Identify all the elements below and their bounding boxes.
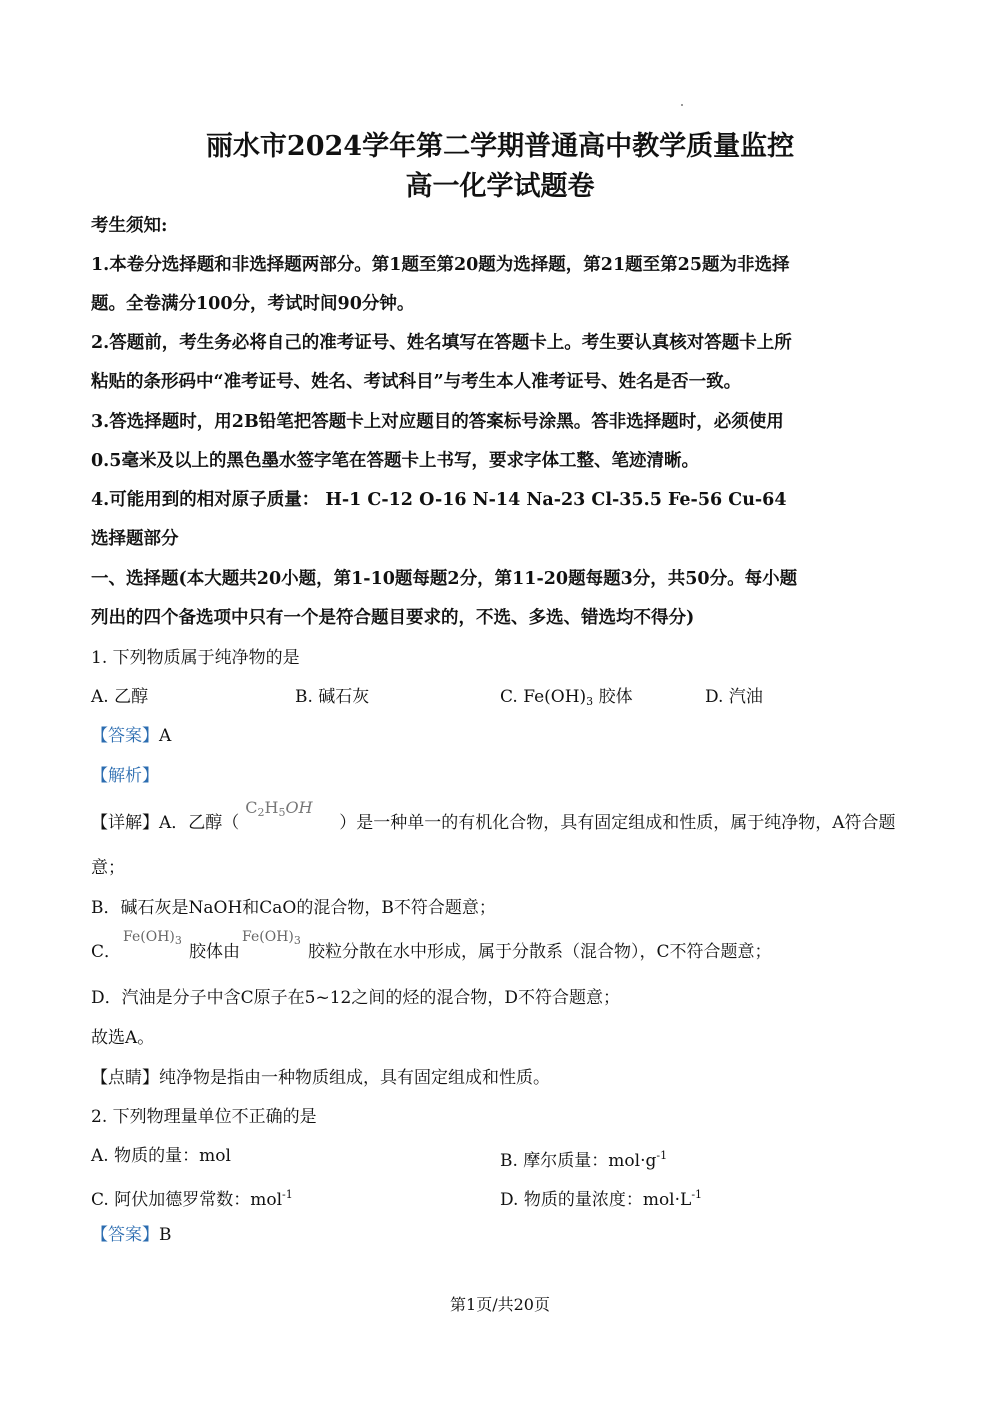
- q2-option-d: D. 物质的量浓度：$mol\cdot L^{-1}$: [500, 1188, 703, 1210]
- q1-analysis: 【解析】: [91, 766, 159, 786]
- exam-title: 丽水市2024学年第二学期普通高中教学质量监控: [205, 131, 795, 162]
- section-part: 选择题部分: [91, 529, 179, 549]
- q1-detail-a-cont: 意；: [91, 858, 125, 878]
- q1-answer: 【答案】A: [91, 726, 172, 746]
- q1-conclusion: 故选A。: [91, 1028, 155, 1048]
- atomic-mass-line: 4.可能用到的相对原子质量： H-1 C-12 O-16 N-14 Na-23 Cl-35.5 Fe-56 Cu-64: [91, 490, 787, 510]
- q2-option-c: C. 阿伏加德罗常数：mol$^{-1}$: [91, 1188, 293, 1210]
- notice-item: 3.答选择题时，用2B铅笔把答题卡上对应题目的答案标号涂黑。答非选择题时，必须使用: [91, 412, 784, 432]
- exam-subtitle: 高一化学试题卷: [405, 171, 595, 202]
- notice-item: 粘贴的条形码中“准考证号、姓名、考试科目”与考生本人准考证号、姓名是否一致。: [91, 372, 742, 392]
- page-footer: 第1页/共20页: [450, 1295, 550, 1314]
- q1-stem: 1. 下列物质属于纯净物的是: [91, 648, 300, 668]
- speck: [681, 104, 683, 106]
- q1-detail-a: 【详解】A．乙醇（ $C_2H_5OH$ ）是一种单一的有机化合物，具有固定组成和性质，属于纯净物，A符合题: [91, 797, 896, 833]
- q1-detail-d: D．汽油是分子中含C原子在5~12之间的烃的混合物，D不符合题意；: [91, 988, 620, 1008]
- q2-option-b: B. 摩尔质量：$mol\cdot g^{-1}$: [500, 1149, 668, 1171]
- notice-item: 0.5毫米及以上的黑色墨水签字笔在答题卡上书写，要求字体工整、笔迹清晰。: [91, 451, 699, 471]
- q1-option-d: D. 汽油: [705, 687, 763, 707]
- q1-point: 【点睛】纯净物是指由一种物质组成，具有固定组成和性质。: [91, 1068, 550, 1088]
- notice-item: 1.本卷分选择题和非选择题两部分。第1题至第20题为选择题，第21题至第25题为非选择: [91, 255, 790, 275]
- section-heading: 一、选择题(本大题共20小题，第1-10题每题2分，第11-20题每题3分，共50分。每小题: [91, 569, 798, 589]
- q1-option-c: C. $Fe(OH)_3$ 胶体: [500, 687, 633, 708]
- q1-detail-c: C． $Fe(OH)_3$ 胶体由 $Fe(OH)_3$ 胶粒分散在水中形成，属于分散系（混合物），C不符合题意；: [91, 928, 772, 962]
- section-heading-cont: 列出的四个备选项中只有一个是符合题目要求的，不选、多选、错选均不得分): [91, 608, 695, 628]
- notice-item: 题。全卷满分100分，考试时间90分钟。: [91, 294, 415, 314]
- q1-option-a: A. 乙醇: [91, 687, 149, 707]
- notice-heading: 考生须知:: [91, 216, 168, 236]
- q1-option-b: B. 碱石灰: [295, 687, 370, 707]
- q2-stem: 2. 下列物理量单位不正确的是: [91, 1107, 317, 1127]
- q1-detail-b: B．碱石灰是NaOH和CaO的混合物，B不符合题意；: [91, 898, 496, 918]
- q2-option-a: A. 物质的量：mol: [91, 1146, 231, 1166]
- q2-answer: 【答案】B: [91, 1225, 172, 1245]
- notice-item: 2.答题前，考生务必将自己的准考证号、姓名填写在答题卡上。考生要认真核对答题卡上所: [91, 333, 792, 353]
